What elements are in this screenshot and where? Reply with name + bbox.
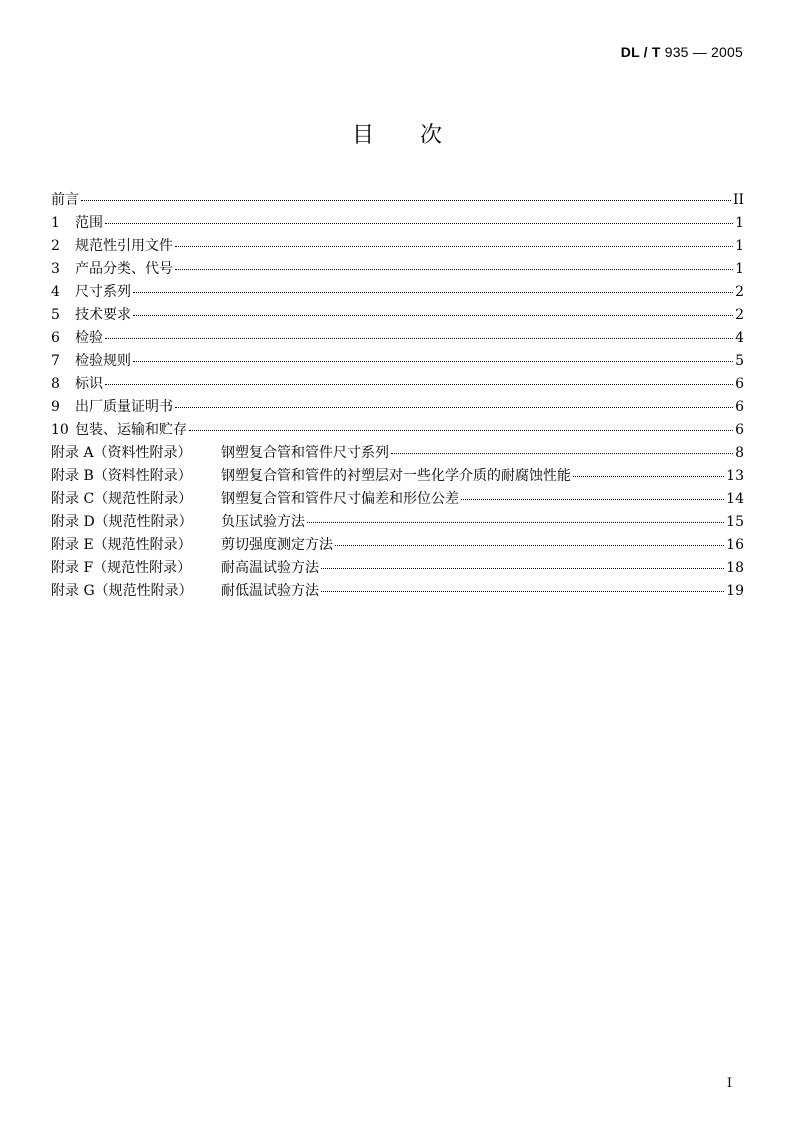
toc-entry[interactable] <box>51 373 744 396</box>
table-of-contents <box>51 189 744 603</box>
toc-dot-leader <box>105 338 733 339</box>
toc-entry-appendix-prefix: 附录 A（资料性附录） <box>51 445 192 461</box>
toc-entry-page: II <box>732 192 744 208</box>
toc-dot-leader <box>321 568 724 569</box>
toc-entry[interactable] <box>51 235 744 258</box>
toc-entry[interactable] <box>51 258 744 281</box>
toc-entry-label: 技术要求 <box>75 307 131 323</box>
toc-entry[interactable] <box>51 304 744 327</box>
toc-entry-appendix-prefix: 附录 E（规范性附录） <box>51 537 192 553</box>
toc-entry-page: 1 <box>735 215 744 231</box>
toc-entry-label: 出厂质量证明书 <box>75 399 173 415</box>
toc-entry-page: 2 <box>735 284 744 300</box>
toc-entry[interactable] <box>51 488 744 511</box>
toc-entry[interactable] <box>51 511 744 534</box>
toc-entry-page: 1 <box>735 238 744 254</box>
toc-entry-label: 检验规则 <box>75 353 131 369</box>
toc-entry-label: 包装、运输和贮存 <box>75 422 187 438</box>
toc-entry-page: 16 <box>726 537 744 553</box>
toc-entry[interactable] <box>51 212 744 235</box>
toc-entry[interactable] <box>51 396 744 419</box>
toc-entry-label: 检验 <box>75 330 103 346</box>
page-title-char-1: 目 <box>351 123 374 148</box>
toc-dot-leader <box>175 269 733 270</box>
standard-code-number: 935 — 2005 <box>660 44 743 60</box>
toc-entry[interactable] <box>51 442 744 465</box>
toc-dot-leader <box>133 315 733 316</box>
toc-entry-page: 6 <box>735 399 744 415</box>
toc-dot-leader <box>335 545 724 546</box>
toc-dot-leader <box>461 499 724 500</box>
page-title <box>0 118 794 149</box>
toc-entry-label: 耐低温试验方法 <box>221 583 319 599</box>
toc-entry-label: 标识 <box>75 376 103 392</box>
toc-entry-number: 5 <box>51 307 60 323</box>
toc-entry-number: 3 <box>51 261 60 277</box>
toc-entry-page: 18 <box>726 560 744 576</box>
toc-entry[interactable] <box>51 350 744 373</box>
footer-page-number: I <box>726 1076 732 1091</box>
toc-dot-leader <box>81 200 731 201</box>
toc-entry-page: 1 <box>735 261 744 277</box>
toc-dot-leader <box>189 430 733 431</box>
toc-entry[interactable] <box>51 534 744 557</box>
toc-entry-label: 尺寸系列 <box>75 284 131 300</box>
toc-entry-number: 8 <box>51 376 60 392</box>
toc-entry-page: 6 <box>735 376 744 392</box>
toc-entry[interactable] <box>51 419 744 442</box>
toc-entry-label: 耐高温试验方法 <box>221 560 319 576</box>
toc-dot-leader <box>133 292 733 293</box>
toc-entry[interactable] <box>51 327 744 350</box>
toc-entry-page: 4 <box>735 330 744 346</box>
toc-dot-leader <box>105 384 733 385</box>
toc-dot-leader <box>175 246 733 247</box>
toc-dot-leader <box>105 223 733 224</box>
toc-dot-leader <box>391 453 733 454</box>
toc-entry-appendix-prefix: 附录 C（规范性附录） <box>51 491 193 507</box>
toc-entry-appendix-prefix: 附录 G（规范性附录） <box>51 583 193 599</box>
toc-entry-page: 2 <box>735 307 744 323</box>
toc-dot-leader <box>307 522 724 523</box>
toc-entry-number: 7 <box>51 353 60 369</box>
toc-dot-leader <box>321 591 724 592</box>
toc-dot-leader <box>133 361 733 362</box>
toc-entry-number: 6 <box>51 330 60 346</box>
standard-code <box>621 44 743 60</box>
toc-entry-label: 规范性引用文件 <box>75 238 173 254</box>
toc-entry-number: 2 <box>51 238 60 254</box>
toc-entry-label: 负压试验方法 <box>221 514 305 530</box>
toc-entry[interactable] <box>51 281 744 304</box>
toc-entry[interactable] <box>51 189 744 212</box>
page-title-char-2: 次 <box>420 123 443 148</box>
toc-entry-page: 8 <box>735 445 744 461</box>
toc-dot-leader <box>175 407 733 408</box>
toc-entry-label: 钢塑复合管和管件尺寸系列 <box>221 445 389 461</box>
toc-entry-number: 9 <box>51 399 60 415</box>
toc-entry-label: 前言 <box>51 192 79 208</box>
toc-entry-page: 19 <box>726 583 744 599</box>
toc-entry-number: 1 <box>51 215 60 231</box>
toc-entry-number: 4 <box>51 284 60 300</box>
toc-entry-page: 15 <box>726 514 744 530</box>
toc-entry-page: 13 <box>726 468 744 484</box>
toc-entry-label: 钢塑复合管和管件尺寸偏差和形位公差 <box>221 491 459 507</box>
toc-entry-appendix-prefix: 附录 B（资料性附录） <box>51 468 192 484</box>
standard-code-prefix: DL / T <box>620 44 661 60</box>
toc-entry-page: 6 <box>735 422 744 438</box>
toc-entry[interactable] <box>51 465 744 488</box>
toc-dot-leader <box>573 476 724 477</box>
toc-entry-page: 14 <box>726 491 744 507</box>
toc-entry-page: 5 <box>735 353 744 369</box>
toc-entry[interactable] <box>51 557 744 580</box>
toc-entry-number: 10 <box>51 422 69 438</box>
toc-entry-appendix-prefix: 附录 D（规范性附录） <box>51 514 193 530</box>
toc-entry-label: 范围 <box>75 215 103 231</box>
toc-entry-label: 剪切强度测定方法 <box>221 537 333 553</box>
toc-entry[interactable] <box>51 580 744 603</box>
toc-entry-appendix-prefix: 附录 F（规范性附录） <box>51 560 192 576</box>
toc-entry-label: 产品分类、代号 <box>75 261 173 277</box>
toc-entry-label: 钢塑复合管和管件的衬塑层对一些化学介质的耐腐蚀性能 <box>221 468 571 484</box>
